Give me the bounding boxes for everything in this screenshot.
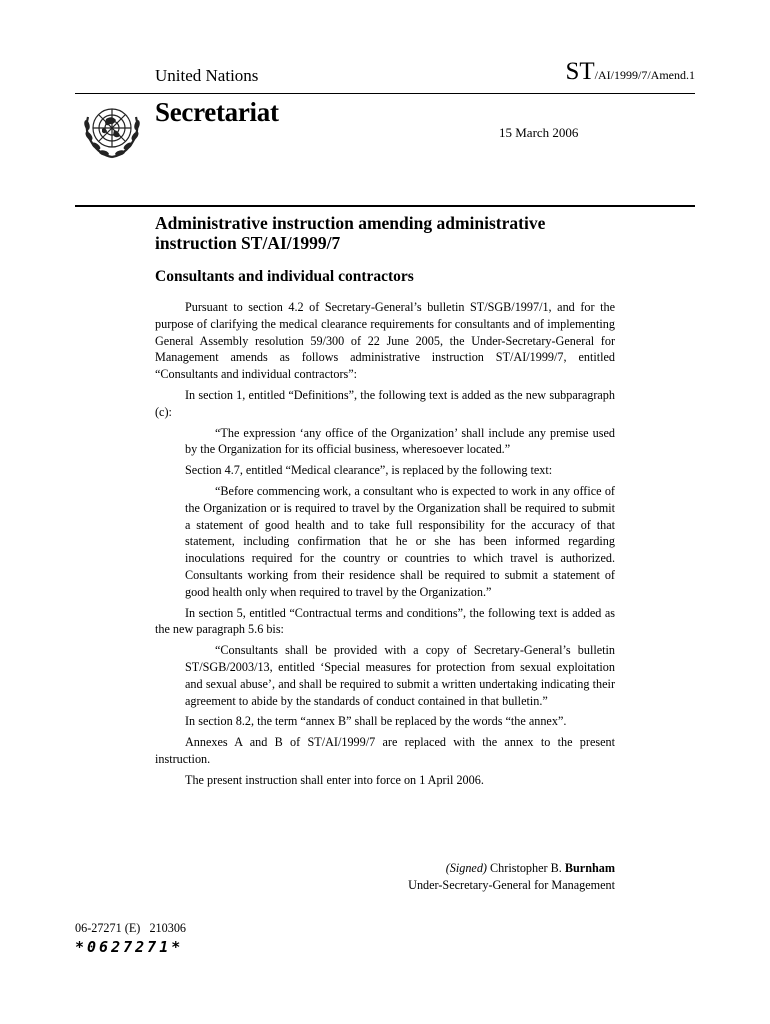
document-symbol [565, 58, 695, 86]
quote-definition: “The expression ‘any office of the Organization’ shall include any premise used by the Organization for its official business, wheresoever located.” [185, 425, 615, 457]
document-date: 15 March 2006 [499, 125, 579, 140]
document-number: 06-27271 (E) 210306 [75, 921, 187, 935]
symbol-prefix: ST [565, 58, 595, 85]
signatory-first-name: Christopher B. [490, 861, 562, 875]
signed-label: (Signed) [445, 861, 487, 875]
paragraph-preamble: Pursuant to section 4.2 of Secretary-General’s bulletin ST/SGB/1997/1, and for the purpose of clarifying the medical clearance requirements for consultants and of implementing General Assembly resolution 59/300 of 22 June 2005, the Under-Secretary-General for Management amends as follows administrative instruction ST/AI/1999/7, entitled “Consultants and individual contractors”: [155, 300, 615, 382]
header-rule [75, 93, 695, 94]
title-rule [75, 205, 695, 207]
quote-medical-clearance: “Before commencing work, a consultant who is expected to work in any office of the Organization or is required to travel by the Organization shall be required to submit a statement of good health and to take full responsibility for the accuracy of that statement, including confirmation that he or she has been informed regarding inoculations required for the country or countries to which travel is authorized. Consultants working from their residence shall be required to submit a statement of good health only when required to travel by the Organization.” [185, 483, 615, 599]
un-emblem-icon [78, 97, 146, 165]
signature-line [300, 860, 615, 877]
secretariat-heading: Secretariat [155, 97, 279, 127]
paragraph-section-1: In section 1, entitled “Definitions”, the following text is added as the new subparagraph (c): [155, 387, 615, 419]
document-title: Administrative instruction amending administrative instruction ST/AI/1999/7 [155, 213, 546, 253]
signatory-position: Under-Secretary-General for Management [408, 878, 615, 892]
organization-name: United Nations [155, 66, 259, 85]
symbol-rest: /AI/1999/7/Amend.1 [594, 68, 695, 82]
paragraph-section-8-2: In section 8.2, the term “annex B” shall be replaced by the words “the annex”. [185, 714, 567, 729]
document-subtitle: Consultants and individual contractors [155, 268, 414, 285]
paragraph-section-5: In section 5, entitled “Contractual terms and conditions”, the following text is added as the new paragraph 5.6 bis: [155, 605, 615, 637]
document-body [155, 299, 615, 793]
quote-consultants-bulletin: “Consultants shall be provided with a copy of Secretary-General’s bulletin ST/SGB/2003/13, entitled ‘Special measures for protection from sexual exploitation and sexual abuse’, and shall be required to submit a written undertaking indicating their agreement to abide by the standards of conduct contained in that bulletin.” [185, 643, 615, 708]
signatory-last-name: Burnham [564, 861, 615, 875]
paragraph-annexes: Annexes A and B of ST/AI/1999/7 are replaced with the annex to the present instruction. [155, 735, 615, 766]
barcode-text: *0627271* [75, 938, 184, 956]
paragraph-section-4-7: Section 4.7, entitled “Medical clearance”, is replaced by the following text: [185, 463, 553, 478]
signature-block [300, 860, 615, 894]
paragraph-entry-into-force: The present instruction shall enter into force on 1 April 2006. [185, 772, 484, 787]
